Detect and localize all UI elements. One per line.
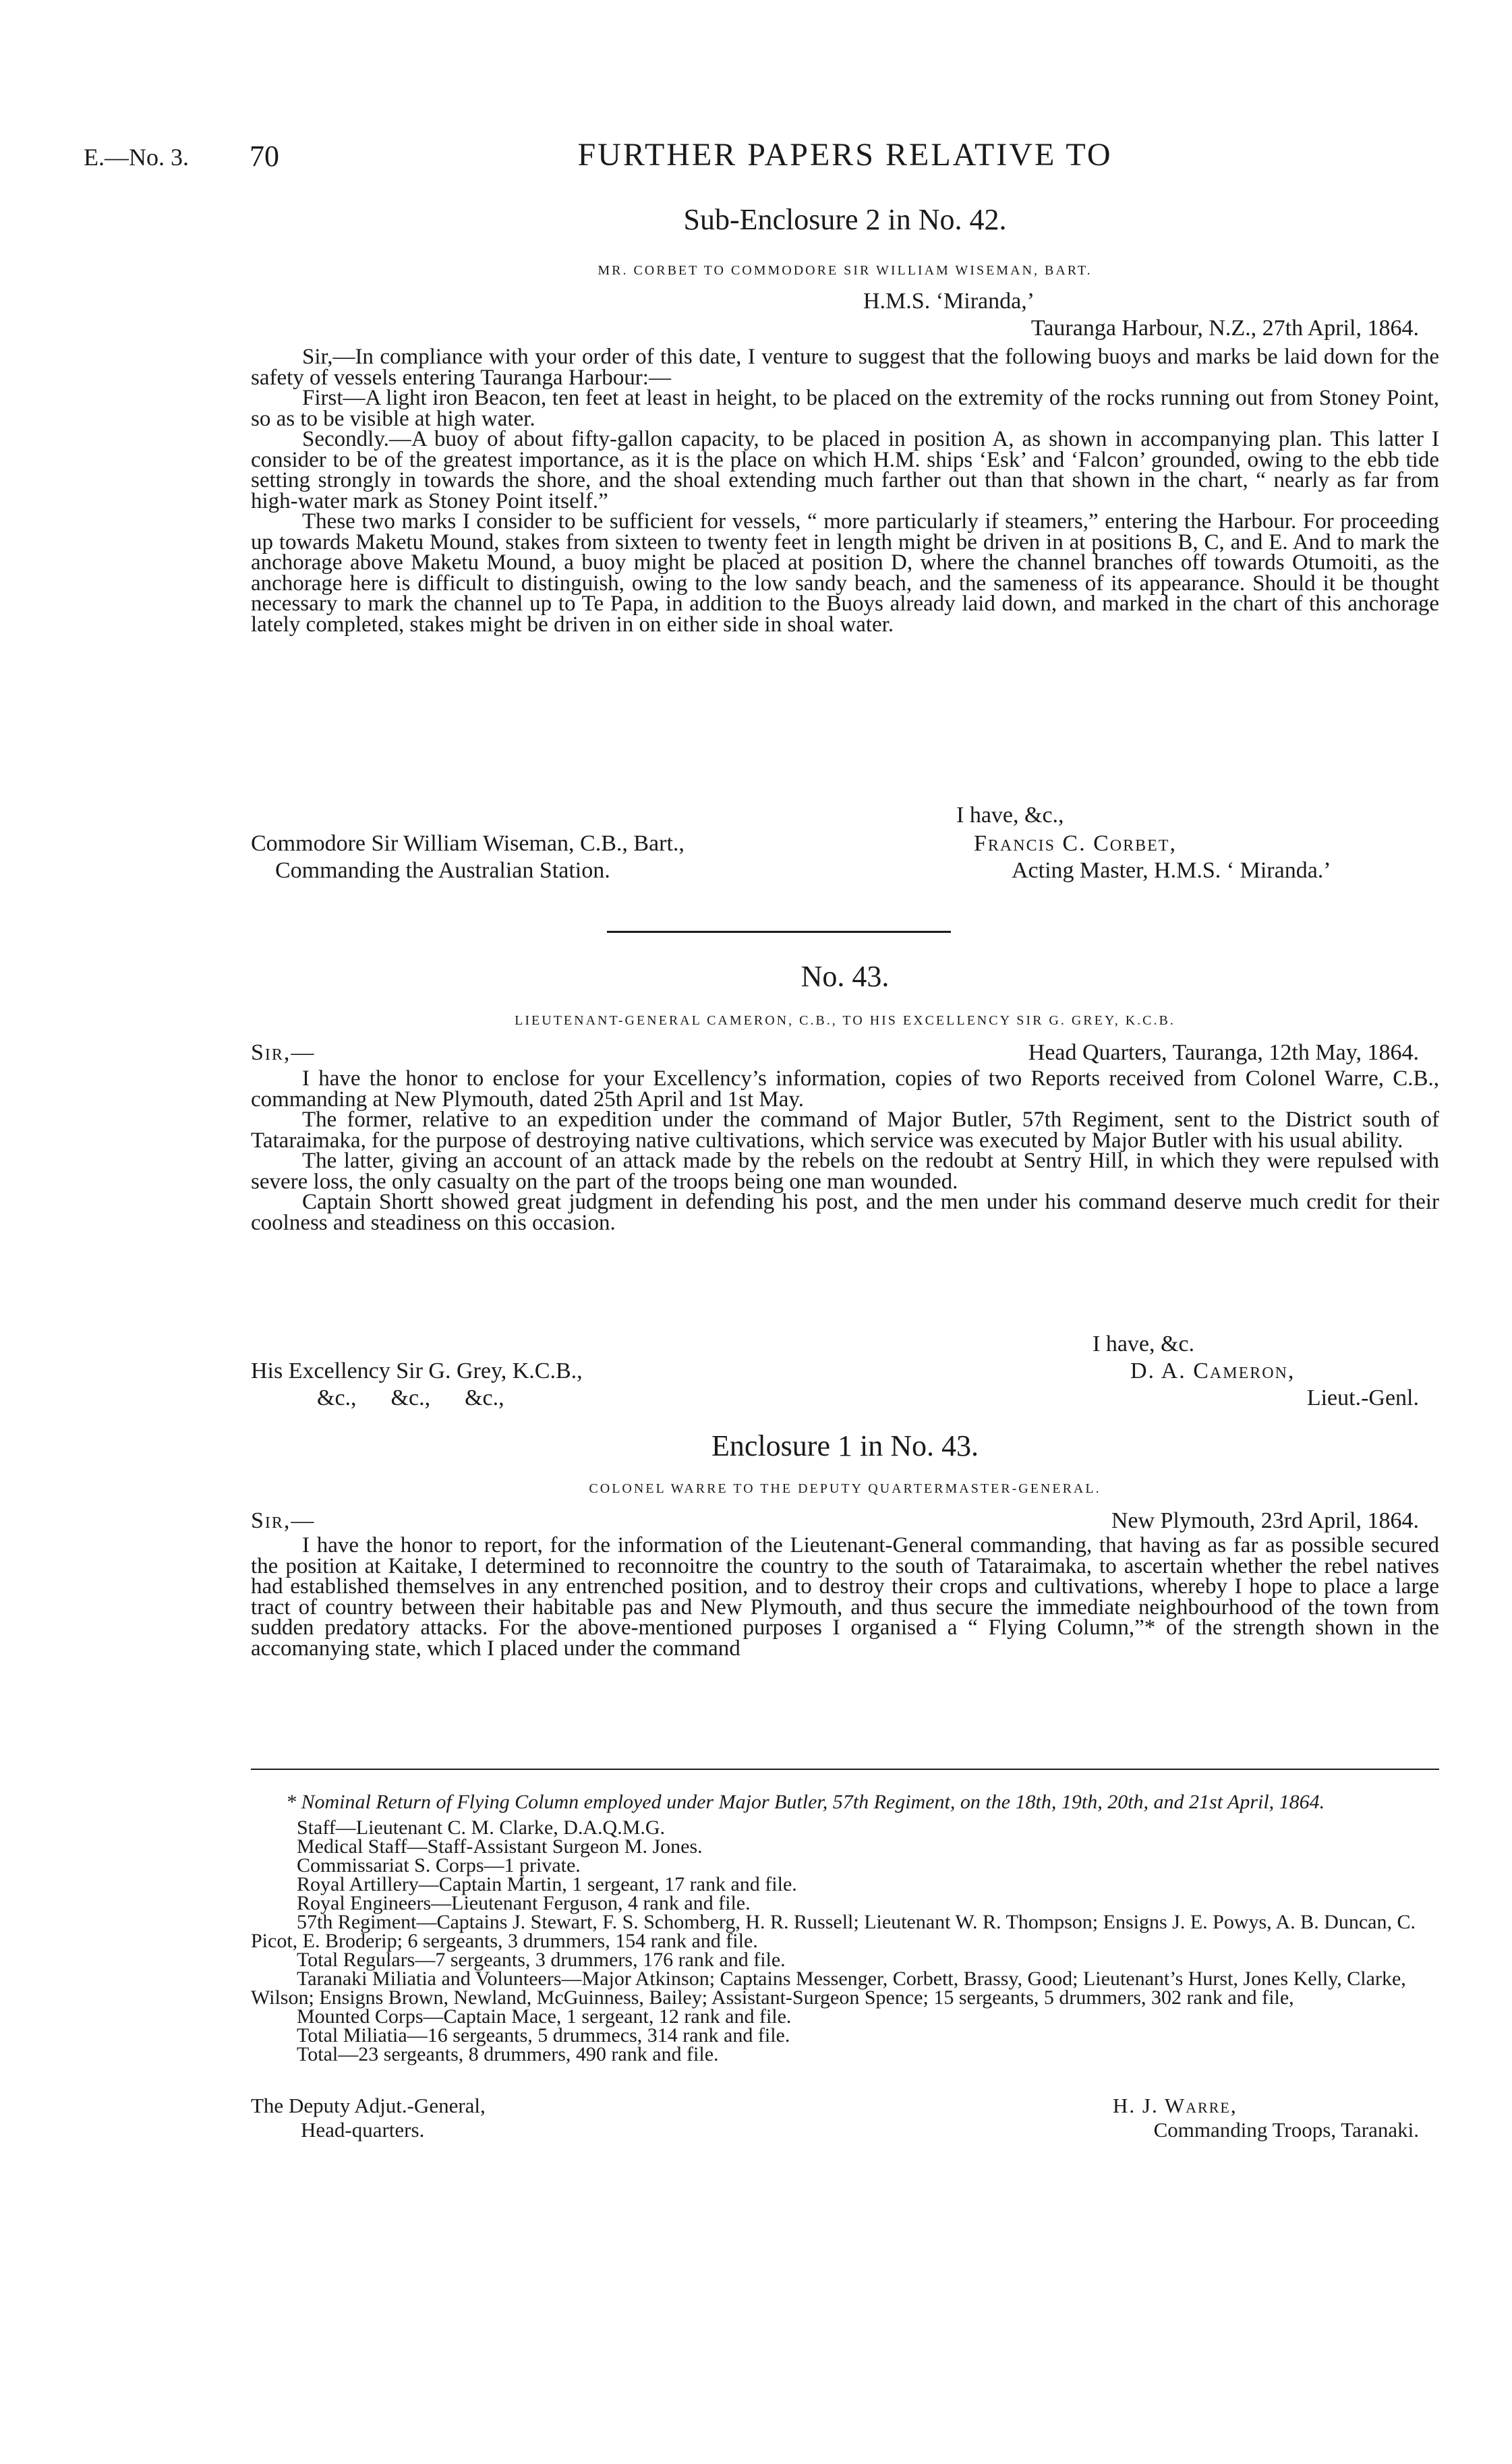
closing: I have, &c.,	[956, 803, 1064, 828]
footnote-line: Mounted Corps—Captain Mace, 1 sergeant, 12 rank and file.	[297, 2005, 792, 2028]
document-reference: E.—No. 3.	[84, 144, 189, 171]
address-place-date: Tauranga Harbour, N.Z., 27th April, 1864.	[1030, 316, 1419, 341]
signer-name: Francis C. Corbet,	[974, 831, 1177, 856]
letter-heading: No. 43.	[801, 960, 890, 993]
footnote-line: Total Regulars—7 sergeants, 3 drummers, 176 rank and file.	[297, 1949, 786, 1971]
salutation: Sir,—	[251, 1508, 316, 1533]
paragraph: Sir,—In compliance with your order of this date, I venture to suggest that the following buoys and marks be laid down for the safety of vessels entering Tauranga Harbour:—	[251, 345, 1439, 390]
paragraph: I have the honor to enclose for your Excellency’s information, copies of two Reports received from Colonel Warre, C.B., commanding at New Plymouth, dated 25th April and 1st May.	[251, 1066, 1439, 1112]
addressee: Commodore Sir William Wiseman, C.B., Bart.,	[251, 831, 685, 856]
letter-subheading: LIEUTENANT-GENERAL CAMERON, C.B., TO HIS EXCELLENCY SIR G. GREY, K.C.B.	[515, 1013, 1175, 1028]
signer-name: D. A. Cameron,	[1130, 1358, 1296, 1383]
paragraph: First—A light iron Beacon, ten feet at least in height, to be placed on the extremity of the rocks running out from Stoney Point, so as to be visible at high water.	[251, 386, 1439, 431]
footnote-title: * Nominal Return of Flying Column employed under Major Butler, 57th Regiment, on the 18th, 19th, 20th, and 21st April, 1864.	[286, 1791, 1325, 1813]
footnote-line: 57th Regiment—Captains J. Stewart, F. S. Schomberg, H. R. Russell; Lieutenant W. R. Thompson; Ensigns J. E. Powys, A. B. Duncan, C. Picot, E. Broderip; 6 sergeants, 3 drummers, 154 rank and file.	[251, 1911, 1416, 1952]
page-number: 70	[250, 140, 279, 173]
paragraph: These two marks I consider to be sufficient for vessels, “ more particularly if steamers,” entering the Harbour. For proceeding up towards Maketu Mound, stakes from sixteen to twenty feet in length might be driven in at positions B, C, and E. And to mark the anchorage above Maketu Mound, a buoy might be placed at position D, where the channel branches off towards Otumoiti, as the anchorage here is difficult to distinguish, owing to the low sandy beach, and the sameness of its appearance. Should it be thought necessary to mark the channel up to Te Papa, in addition to the Buoys already laid down, and marked in the chart of this anchorage lately completed, stakes might be driven in on either side in shoal water.	[251, 509, 1439, 637]
signer-title: Lieut.-Genl.	[1306, 1385, 1419, 1410]
paragraph: Captain Shortt showed great judgment in defending his post, and the men under his command deserve much credit for their coolness and steadiness on this occasion.	[251, 1190, 1439, 1235]
footnote-divider	[251, 1769, 1439, 1770]
enclosure-subheading: COLONEL WARRE TO THE DEPUTY QUARTERMASTER-GENERAL.	[589, 1481, 1101, 1496]
footnote-left-sign: The Deputy Adjut.-General,	[251, 2094, 486, 2117]
footnote-line: Staff—Lieutenant C. M. Clarke, D.A.Q.M.G.	[297, 1816, 666, 1839]
footnote-line: Total—23 sergeants, 8 drummers, 490 rank and file.	[297, 2043, 719, 2065]
section-divider	[607, 931, 951, 933]
enclosure-body	[251, 1535, 1439, 1659]
closing: I have, &c.	[1093, 1331, 1195, 1356]
footnote-left-sign-2: Head-quarters.	[301, 2118, 425, 2142]
footnote-line: Commissariat S. Corps—1 private.	[297, 1854, 581, 1876]
signer-title: Acting Master, H.M.S. ‘ Miranda.’	[1012, 858, 1331, 883]
addressee: His Excellency Sir G. Grey, K.C.B.,	[251, 1358, 583, 1383]
footnote-line: Royal Artillery—Captain Martin, 1 sergeant, 17 rank and file.	[297, 1873, 797, 1895]
running-title: FURTHER PAPERS RELATIVE TO	[577, 137, 1113, 173]
paragraph: I have the honor to report, for the information of the Lieutenant-General commanding, that having as far as possible secured the position at Kaitake, I determined to reconnoitre the country to the south of Tataraimaka, to ascertain whether the rebel natives had established themselves in any entrenched position, and to destroy their crops and cultivations, whereby I hope to place a large tract of country between their habitable pas and New Plymouth, and thus secure the immediate neighbourhood of the town from sudden predatory attacks. For the above-mentioned purposes I organised a “ Flying Column,”* of the strength shown in the accomanying state, which I placed under the command	[251, 1533, 1439, 1661]
addressee-title: Commanding the Australian Station.	[275, 858, 610, 883]
footnote	[251, 1793, 1439, 2064]
enclosure-heading: Enclosure 1 in No. 43.	[711, 1429, 979, 1462]
footnote-right-sign-2: Commanding Troops, Taranaki.	[1153, 2118, 1419, 2142]
footnote-line: Total Miliatia—16 sergeants, 5 drummecs, 314 rank and file.	[297, 2024, 790, 2046]
addressee-etc: &c., &c., &c.,	[317, 1385, 504, 1410]
paragraph: Secondly.—A buoy of about fifty-gallon capacity, to be placed in position A, as shown in accompanying plan. This latter I consider to be of the greatest importance, as it is the place on which H.M. ships ‘Esk’ and ‘Falcon’ grounded, owing to the ebb tide setting strongly in towards the shore, and the shoal extending much farther out than that shown in the chart, “ nearly as far from high-water mark as Stoney Point itself.”	[251, 427, 1439, 513]
footnote-line: Royal Engineers—Lieutenant Ferguson, 4 rank and file.	[297, 1892, 751, 1914]
no43-body	[251, 1068, 1439, 1233]
paragraph: The former, relative to an expedition under the command of Major Butler, 57th Regiment, sent to the District south of Tataraimaka, for the purpose of destroying native cultivations, which service was executed by Major Butler with his usual ability.	[251, 1108, 1439, 1153]
place-date: Head Quarters, Tauranga, 12th May, 1864.	[1028, 1040, 1419, 1065]
footnote-right-sign: H. J. Warre,	[1113, 2094, 1238, 2117]
sub-enclosure-subheading: MR. CORBET TO COMMODORE SIR WILLIAM WISEMAN, BART.	[598, 263, 1093, 278]
footnote-line: Taranaki Miliatia and Volunteers—Major Atkinson; Captains Messenger, Corbett, Brassy, Good; Lieutenant’s Hurst, Jones Kelly, Clarke, Wilson; Ensigns Brown, Newland, McGuinness, Bailey; Assistant-Surgeon Spence; 15 sergeants, 5 drummers, 302 rank and file,	[251, 1968, 1406, 2009]
sub-enclosure-body	[251, 347, 1439, 635]
paragraph: The latter, giving an account of an attack made by the rebels on the redoubt at Sentry Hill, in which they were repulsed with severe loss, the only casualty on the part of the troops being one man wounded.	[251, 1149, 1439, 1194]
address-ship: H.M.S. ‘Miranda,’	[863, 289, 1035, 314]
place-date: New Plymouth, 23rd April, 1864.	[1111, 1508, 1419, 1533]
salutation: Sir,—	[251, 1040, 316, 1065]
sub-enclosure-heading: Sub-Enclosure 2 in No. 42.	[683, 203, 1007, 236]
footnote-line: Medical Staff—Staff-Assistant Surgeon M. Jones.	[297, 1835, 703, 1858]
